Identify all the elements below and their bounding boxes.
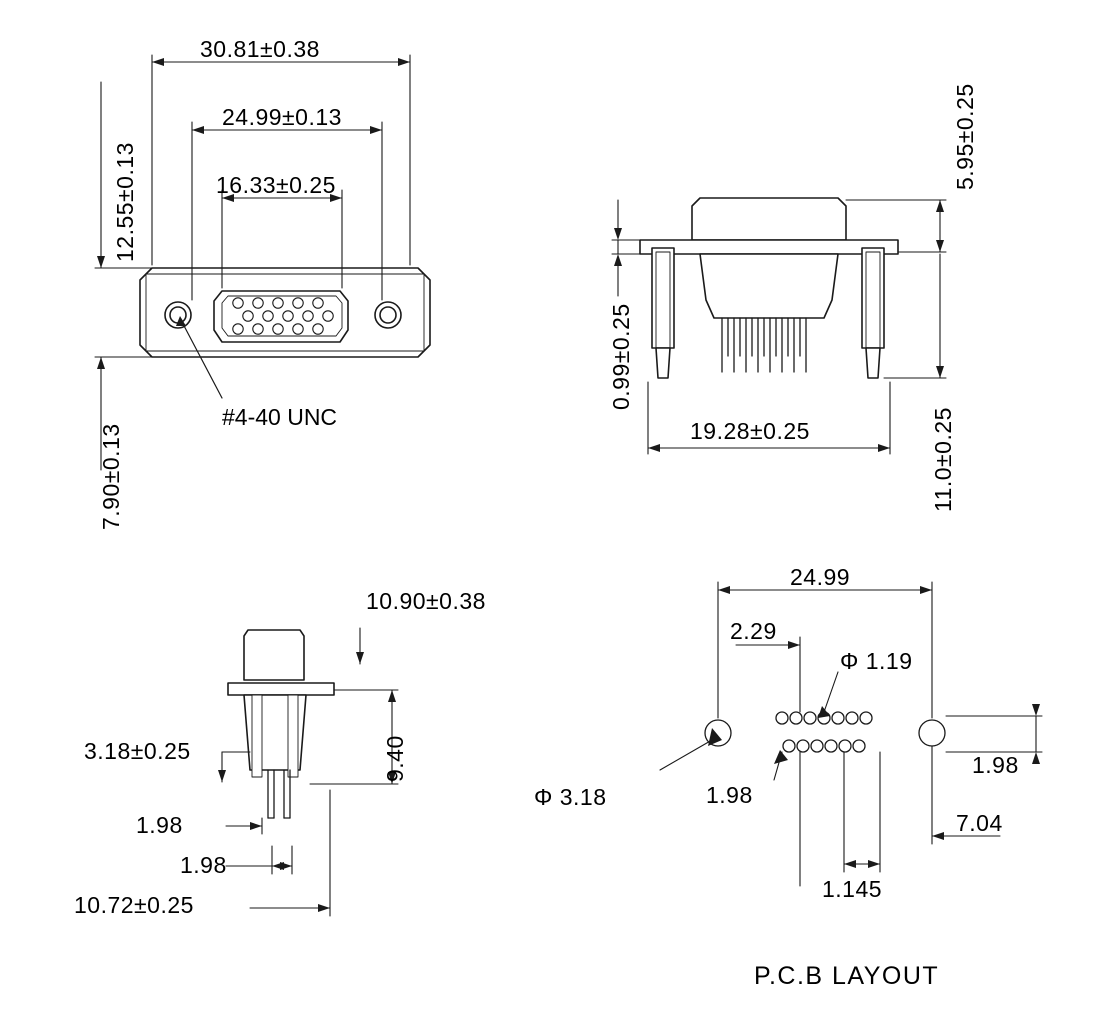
side-view-body: [640, 198, 898, 378]
dim-pcb-pitch: 1.145: [822, 876, 883, 902]
dim-end-width: 10.72±0.25: [74, 892, 194, 918]
dim-end-height: 9.40: [382, 735, 408, 782]
dim-pcb-mount-offset: 7.04: [956, 810, 1003, 836]
dim-front-width-shell: 16.33±0.25: [216, 172, 336, 198]
dim-pcb-mount-hole-dia: Φ 3.18: [534, 784, 607, 810]
dim-pcb-pin-hole-dia: Φ 1.19: [840, 648, 913, 674]
dim-pcb-row-offset-right: 1.98: [972, 752, 1019, 778]
dim-end-length: 10.90±0.38: [366, 588, 486, 614]
pcb-layout-caption: P.C.B LAYOUT: [754, 962, 940, 990]
note-thread-callout: #4-40 UNC: [222, 404, 338, 430]
dim-end-pitch-1: 1.98: [136, 812, 183, 838]
end-view-body: [228, 630, 334, 818]
dim-pcb-row-offset-left: 1.98: [706, 782, 753, 808]
dim-end-pitch-2: 1.98: [180, 852, 227, 878]
dim-front-height-body: 7.90±0.13: [98, 423, 124, 530]
dim-end-offset: 3.18±0.25: [84, 738, 191, 764]
pcb-layout-holes: [705, 712, 945, 752]
dim-side-depth: 11.0±0.25: [930, 407, 956, 512]
dim-front-width-mounting: 24.99±0.13: [222, 104, 342, 130]
dim-pcb-hole-span: 24.99: [790, 564, 851, 590]
dim-pcb-edge-offset: 2.29: [730, 618, 777, 644]
dim-front-height-overall: 12.55±0.13: [112, 142, 138, 262]
dim-side-pin-span: 19.28±0.25: [690, 418, 810, 444]
dim-front-width-overall: 30.81±0.38: [200, 36, 320, 62]
dim-side-thickness: 0.99±0.25: [608, 303, 634, 410]
dim-side-height-flange: 5.95±0.25: [952, 83, 978, 190]
